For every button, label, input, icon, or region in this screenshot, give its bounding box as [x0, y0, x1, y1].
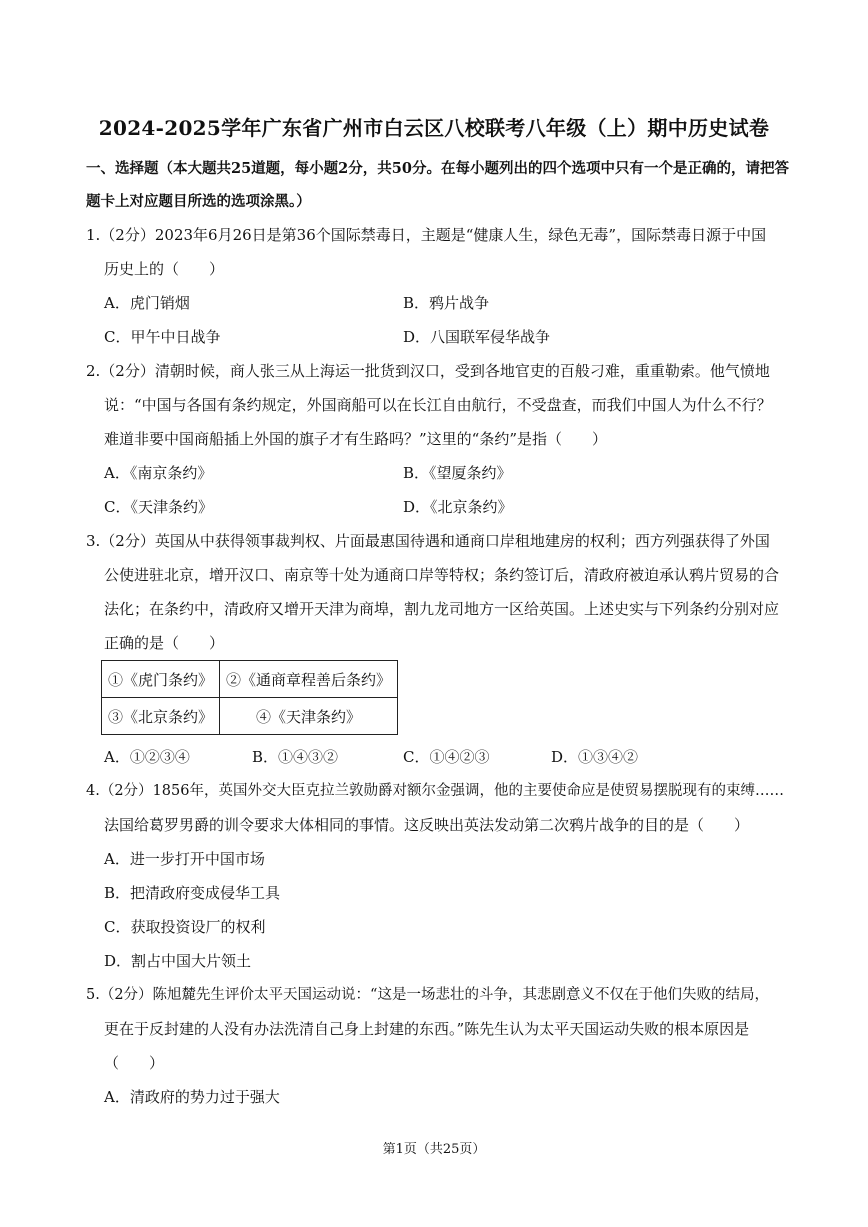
question-text-line: 说：“中国与各国有条约规定，外国商船可以在长江自由航行，不受盘查，而我们中国人为什么不行？	[104, 396, 772, 414]
option-a[interactable]: A．①②③④	[104, 748, 190, 766]
treaty-table	[101, 660, 398, 735]
table-row	[102, 661, 398, 698]
option-b[interactable]: B．鸦片战争	[403, 294, 490, 312]
section-heading: 一、选择题（本大题共25道题，每小题2分，共50分。在每小题列出的四个选项中只有一个是正确的，请把答题卡上对应题目所选的选项涂黑。）	[86, 160, 789, 210]
option-c[interactable]: C．甲午中日战争	[104, 328, 221, 346]
question-text-line: 2.（2分）清朝时候，商人张三从上海运一批货到汉口，受到各地官吏的百般刁难，重重勒索。他气愤地	[86, 362, 770, 380]
option-c[interactable]: C．《天津条约》	[104, 498, 213, 516]
question-text-line: 公使进驻北京，增开汉口、南京等十处为通商口岸等特权；条约签订后，清政府被迫承认鸦片贸易的合	[104, 566, 780, 584]
option-d[interactable]: D．八国联军侵华战争	[403, 328, 551, 346]
option-a[interactable]: A．虎门销烟	[104, 294, 190, 312]
question-text-line: 正确的是（ ）	[104, 634, 225, 652]
question-text-line: 3.（2分）英国从中获得领事裁判权、片面最惠国待遇和通商口岸租地建房的权利；西方列强获得了外国	[86, 532, 770, 550]
table-cell: ④《天津条约》	[220, 698, 398, 735]
exam-title: 2024-2025学年广东省广州市白云区八校联考八年级（上）期中历史试卷	[98, 116, 770, 140]
option-d[interactable]: D．《北京条约》	[403, 498, 513, 516]
option-b[interactable]: B．《望厦条约》	[403, 464, 512, 482]
table-cell: ②《通商章程善后条约》	[220, 661, 398, 698]
question-text-line: 更在于反封建的人没有办法洗清自己身上封建的东西。”陈先生认为太平天国运动失败的根本原因是	[104, 1020, 750, 1038]
page-footer: 第1页（共25页）	[382, 1142, 486, 1157]
question-text-line: 难道非要中国商船插上外国的旗子才有生路吗？”这里的“条约”是指（ ）	[104, 430, 608, 448]
question-text-line: 法化；在条约中，清政府又增开天津为商埠，割九龙司地方一区给英国。上述史实与下列条约分别对应	[104, 600, 780, 618]
option-c[interactable]: C．获取投资设厂的权利	[104, 918, 266, 936]
question-text-line: 法国给葛罗男爵的训令要求大体相同的事情。这反映出英法发动第二次鸦片战争的目的是（ ）	[104, 816, 750, 834]
option-d[interactable]: D．①③④②	[551, 748, 639, 766]
question-text-line: 历史上的（ ）	[104, 260, 225, 278]
question-text-line: 4.（2分）1856年，英国外交大臣克拉兰敦勋爵对额尔金强调，他的主要使命应是使贸易摆脱现有的束缚……	[86, 783, 784, 799]
table-cell: ①《虎门条约》	[102, 661, 220, 698]
question-text-line: （ ）	[104, 1054, 165, 1072]
option-a[interactable]: A．清政府的势力过于强大	[104, 1088, 280, 1106]
option-b[interactable]: B．①④③②	[252, 748, 339, 766]
option-c[interactable]: C．①④②③	[403, 748, 490, 766]
option-b[interactable]: B．把清政府变成侵华工具	[104, 884, 281, 902]
table-row	[102, 698, 398, 735]
option-a[interactable]: A．《南京条约》	[104, 464, 213, 482]
question-text-line: 5.（2分）陈旭麓先生评价太平天国运动说：“这是一场悲壮的斗争，其悲剧意义不仅在于他们失败的结局，	[86, 987, 769, 1003]
question-text-line: 1.（2分）2023年6月26日是第36个国际禁毒日，主题是“健康人生，绿色无毒”，国际禁毒日源于中国	[86, 226, 767, 244]
option-d[interactable]: D．割占中国大片领土	[104, 952, 252, 970]
option-a[interactable]: A．进一步打开中国市场	[104, 850, 265, 868]
table-cell: ③《北京条约》	[102, 698, 220, 735]
